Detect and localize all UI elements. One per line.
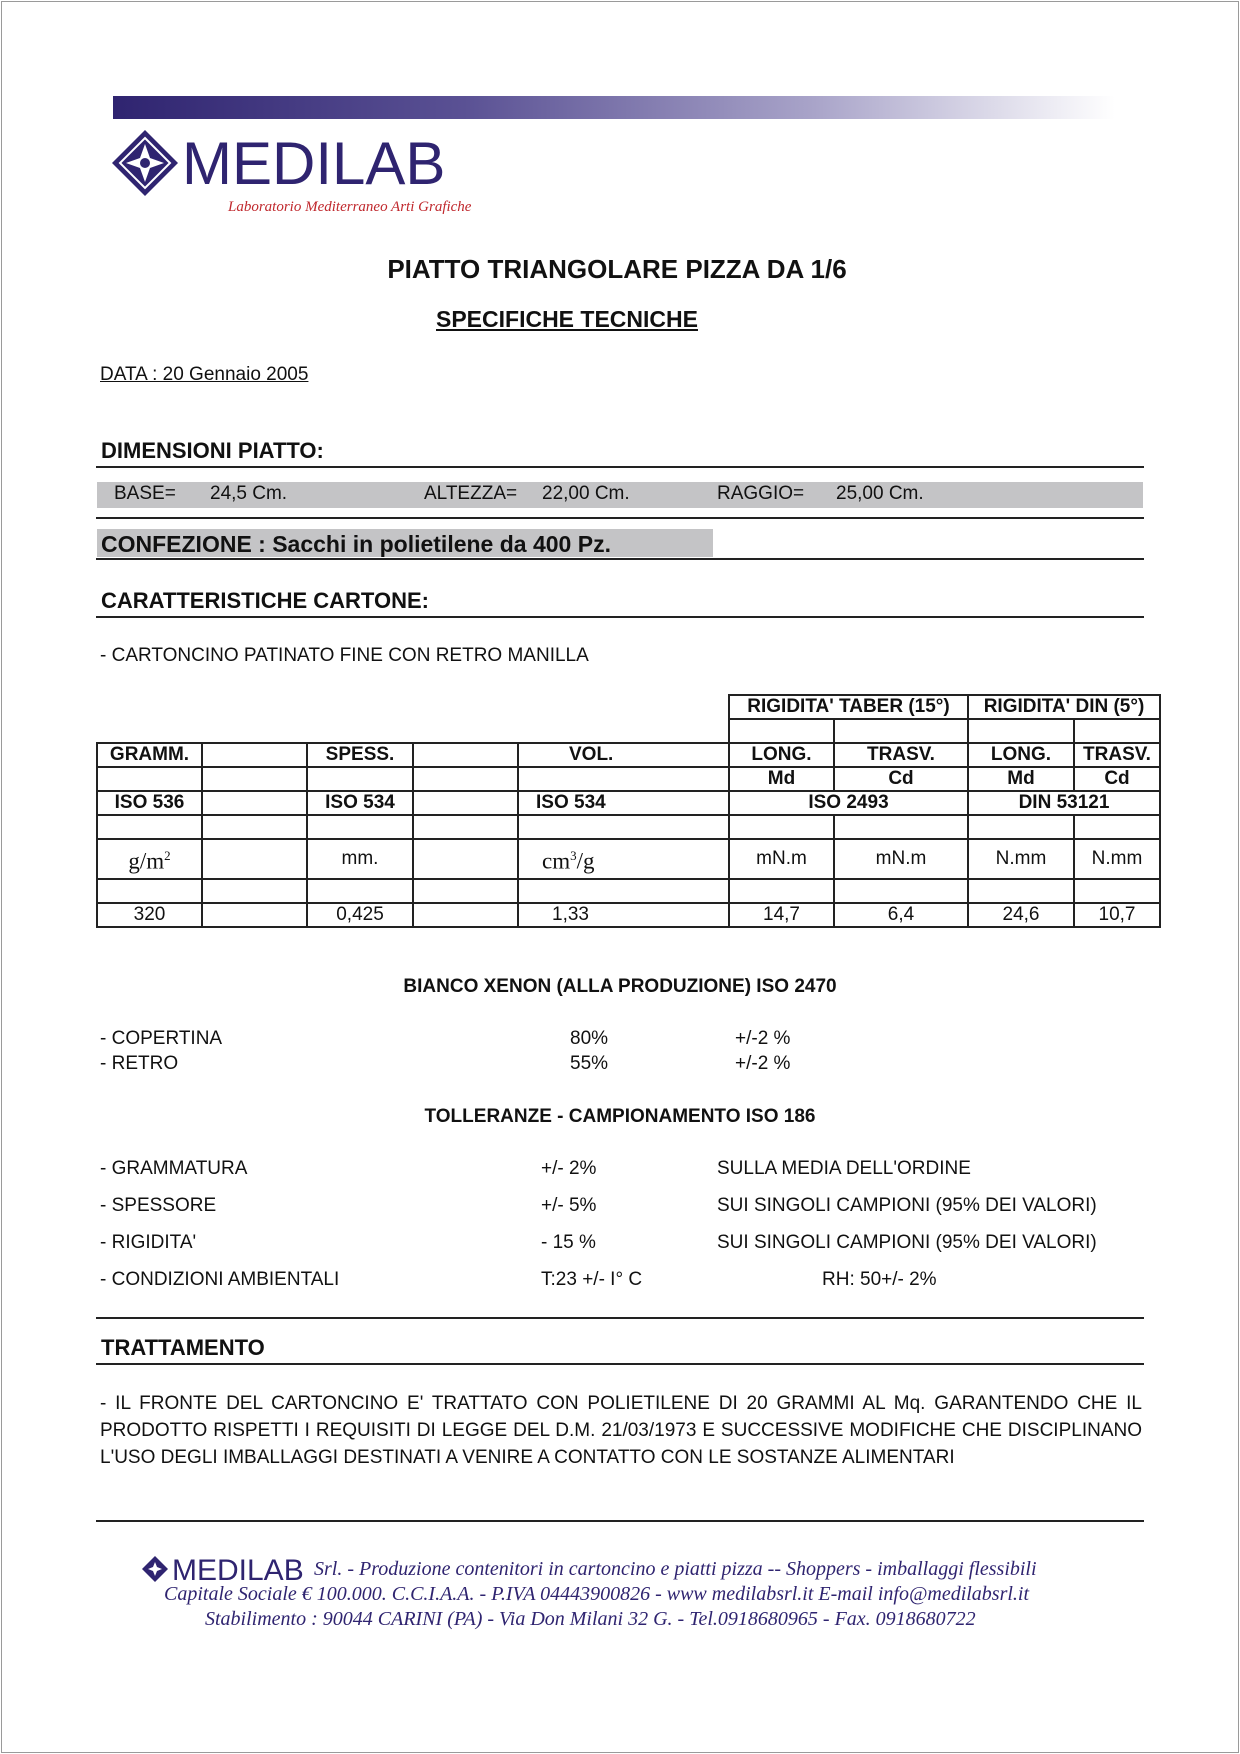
din-group-header: RIGIDITA' DIN (5°) (968, 695, 1160, 719)
value-long-taber: 14,7 (729, 903, 834, 927)
page-subtitle: SPECIFICHE TECNICHE (436, 306, 698, 332)
tolleranza-note: RH: 50+/- 2% (822, 1269, 937, 1290)
base-label: BASE= (114, 483, 176, 504)
trattamento-heading: TRATTAMENTO (101, 1335, 265, 1360)
svg-text:MEDILAB: MEDILAB (182, 130, 446, 197)
dimensions-heading: DIMENSIONI PIATTO: (101, 438, 324, 463)
value-vol: 1,33 (518, 903, 729, 927)
unit-spess: mm. (307, 839, 413, 879)
tolleranza-value: +/- 5% (541, 1195, 597, 1216)
divider (96, 558, 1144, 560)
medilab-logo (110, 128, 510, 214)
value-spess: 0,425 (307, 903, 413, 927)
tolleranza-note: SUI SINGOLI CAMPIONI (95% DEI VALORI) (717, 1232, 1097, 1253)
cartone-line: - CARTONCINO PATINATO FINE CON RETRO MANILLA (100, 645, 589, 666)
bianco-row-value: 55% (570, 1053, 609, 1074)
header-long-taber: LONG. (729, 743, 834, 767)
header-gradient-bar (113, 96, 1115, 119)
bianco-row-label: - RETRO (100, 1053, 179, 1074)
header-long-din: LONG. (968, 743, 1074, 767)
divider (96, 517, 1144, 519)
iso-vol: ISO 534 (518, 791, 729, 815)
value-gramm: 320 (97, 903, 202, 927)
sub-md-din: Md (968, 767, 1074, 791)
header-spess: SPESS. (307, 743, 413, 767)
unit-trasv-taber: mN.m (834, 839, 968, 879)
header-trasv-taber: TRASV. (834, 743, 968, 767)
trattamento-text: - IL FRONTE DEL CARTONCINO E' TRATTATO CON POLIETILENE DI 20 GRAMMI AL Mq. GARANTENDO CHE IL PRODOTTO RISPETTI I REQUISITI DI LEGGE DEL D.M. 21/03/1973 E SUCCESSIVE MODIFICHE CHE DISCIPLINANO L'USO DEGLI IMBALLAGGI DESTINATI A VENIRE A CONTATTO CON LE SOSTANZE ALIMENTARI (100, 1393, 1142, 1468)
header-gramm: GRAMM. (97, 743, 202, 767)
tolleranza-label: - CONDIZIONI AMBIENTALI (100, 1269, 340, 1290)
sub-cd-taber: Cd (834, 767, 968, 791)
base-value: 24,5 Cm. (210, 483, 288, 504)
tolleranza-label: - RIGIDITA' (100, 1232, 197, 1253)
taber-group-header: RIGIDITA' TABER (15°) (729, 695, 968, 719)
sub-cd-din: Cd (1074, 767, 1160, 791)
raggio-value: 25,00 Cm. (836, 483, 924, 504)
unit-gramm: $g/m^2$ (97, 839, 202, 879)
sub-md-taber: Md (729, 767, 834, 791)
raggio-label: RAGGIO= (717, 483, 805, 504)
tolleranza-value: - 15 % (541, 1232, 596, 1253)
unit-trasv-din: N.mm (1074, 839, 1160, 879)
unit-long-din: N.mm (968, 839, 1074, 879)
header-vol: VOL. (518, 743, 729, 767)
divider (96, 1520, 1144, 1522)
iso-spess: ISO 534 (307, 791, 413, 815)
iso-din: DIN 53121 (968, 791, 1160, 815)
value-trasv-din: 10,7 (1074, 903, 1160, 927)
value-trasv-taber: 6,4 (834, 903, 968, 927)
divider (96, 616, 1144, 618)
divider (96, 1317, 1144, 1319)
tolleranza-value: +/- 2% (541, 1158, 597, 1179)
bianco-row-value: 80% (570, 1028, 609, 1049)
iso-gramm: ISO 536 (97, 791, 202, 815)
tolleranza-note: SUI SINGOLI CAMPIONI (95% DEI VALORI) (717, 1195, 1097, 1216)
footer-line-1: Srl. - Produzione contenitori in cartoncino e piatti pizza -- Shoppers - imballaggi flessibili (314, 1558, 1037, 1580)
header-trasv-din: TRASV. (1074, 743, 1160, 767)
tolleranze-heading: TOLLERANZE - CAMPIONAMENTO ISO 186 (424, 1106, 816, 1127)
document-date: DATA : 20 Gennaio 2005 (100, 364, 309, 385)
svg-text:MEDILAB: MEDILAB (172, 1554, 304, 1586)
logo-star-icon (112, 130, 178, 196)
bianco-row-tolerance: +/-2 % (735, 1028, 791, 1049)
confezione-text: CONFEZIONE : Sacchi in polietilene da 400 Pz. (101, 531, 611, 557)
altezza-label: ALTEZZA= (424, 483, 518, 504)
svg-text:Laboratorio Mediterraneo Arti: Laboratorio Mediterraneo Arti Grafiche (228, 199, 472, 214)
divider (96, 466, 1144, 468)
unit-long-taber: mN.m (729, 839, 834, 879)
divider (96, 1363, 1144, 1365)
tolleranza-label: - SPESSORE (100, 1195, 217, 1216)
footer-line-3: Stabilimento : 90044 CARINI (PA) - Via Don Milani 32 G. - Tel.0918680965 - Fax. 0918680722 (205, 1608, 976, 1630)
bianco-heading: BIANCO XENON (ALLA PRODUZIONE) ISO 2470 (403, 976, 837, 997)
tolleranza-value: T:23 +/- I° C (541, 1269, 643, 1290)
unit-vol: $cm^3/g$ (518, 839, 729, 879)
footer-logo (140, 1550, 310, 1586)
tolleranza-label: - GRAMMATURA (100, 1158, 248, 1179)
bianco-row-label: - COPERTINA (100, 1028, 223, 1049)
footer-line-2: Capitale Sociale € 100.000. C.C.I.A.A. - P.IVA 04443900826 - www medilabsrl.it E-mail info@medilabsrl.it (164, 1583, 1030, 1605)
page-title: PIATTO TRIANGOLARE PIZZA DA 1/6 (387, 254, 847, 284)
tolleranza-note: SULLA MEDIA DELL'ORDINE (717, 1158, 971, 1179)
bianco-row-tolerance: +/-2 % (735, 1053, 791, 1074)
spec-table (96, 694, 1161, 928)
cartone-heading: CARATTERISTICHE CARTONE: (101, 588, 429, 613)
iso-taber: ISO 2493 (729, 791, 968, 815)
footer-star-icon (142, 1556, 168, 1582)
value-long-din: 24,6 (968, 903, 1074, 927)
altezza-value: 22,00 Cm. (542, 483, 630, 504)
